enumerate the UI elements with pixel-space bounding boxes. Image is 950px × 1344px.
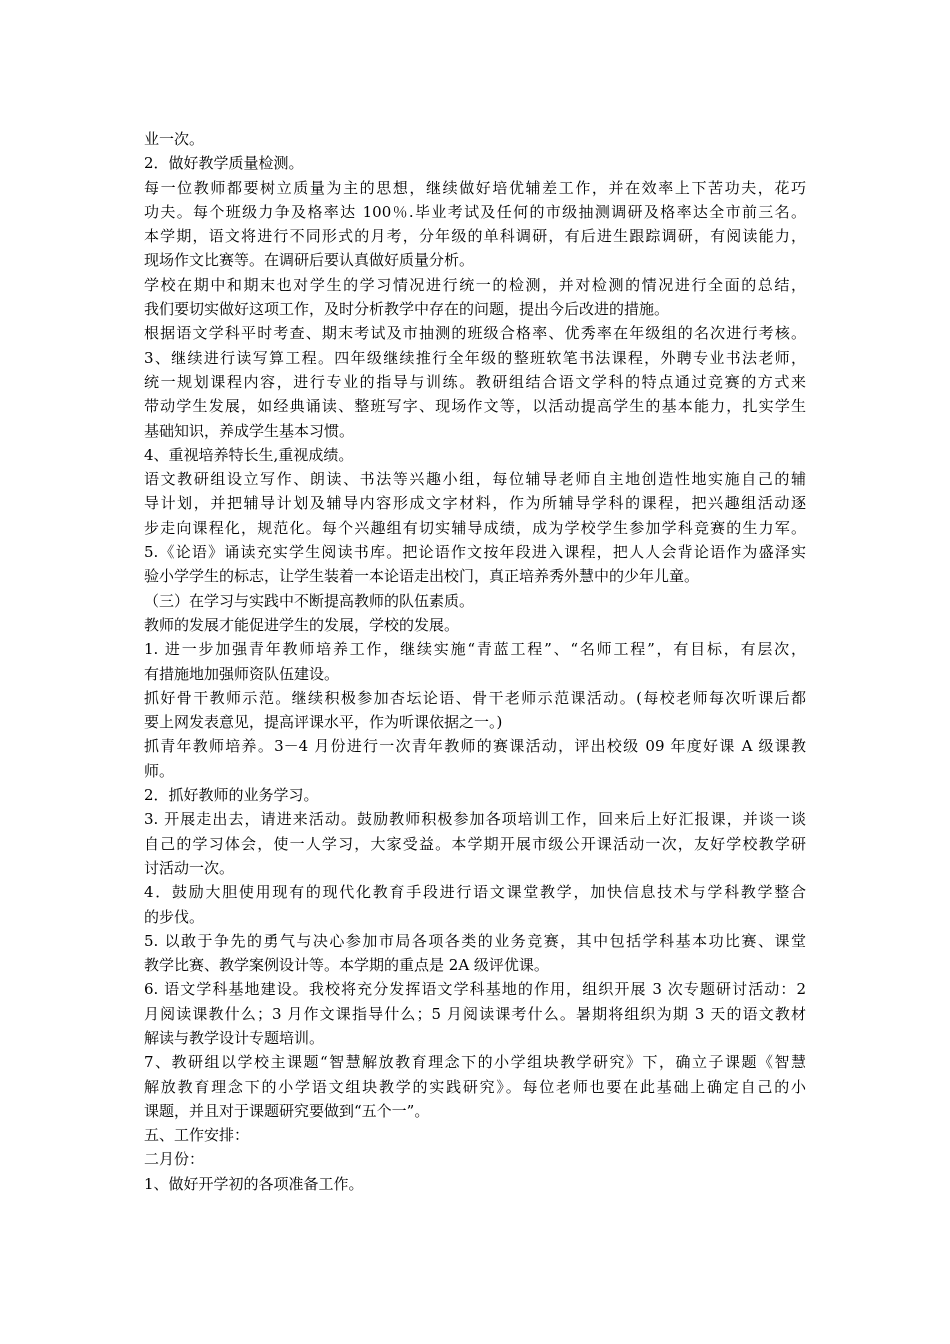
text-line: 课题，并且对于课题研究要做到“五个一”。 xyxy=(144,1101,430,1120)
text-line: 业一次。 xyxy=(144,130,205,148)
text-line: 解放教育理念下的小学语文组块教学的实践研究》。每位老师也要在此基础上确定自己的小 xyxy=(144,1077,806,1096)
document-body xyxy=(144,127,824,1196)
text-line: 步走向课程化，规范化。每个兴趣组有切实辅导成绩，成为学校学生参加学科竞赛的生力军。 xyxy=(144,518,806,537)
text-line: 4．鼓励大胆使用现有的现代化教育手段进行语文课堂教学，加快信息技术与学科教学整合 xyxy=(144,883,806,902)
text-line: 统一规划课程内容，进行专业的指导与训练。教研组结合语文学科的特点通过竞赛的方式来 xyxy=(144,372,806,391)
text-line: 2．做好教学质量检测。 xyxy=(144,154,304,173)
text-line: 有措施地加强师资队伍建设。 xyxy=(144,664,340,683)
text-line: 每一位教师都要树立质量为主的思想，继续做好培优辅差工作，并在效率上下苦功夫，花巧 xyxy=(144,178,806,197)
text-line: 语文教研组设立写作、朗读、书法等兴趣小组，每位辅导老师自主地创造性地实施自己的辅 xyxy=(144,470,806,489)
text-line: 教学比赛、教学案例设计等。本学期的重点是 2A 级评优课。 xyxy=(144,956,549,975)
text-line: 解读与教学设计专题培训。 xyxy=(144,1028,325,1047)
text-line: 导计划，并把辅导计划及辅导内容形成文字材料，作为所辅导学科的课程，把兴趣组活动逐 xyxy=(144,494,806,513)
text-line: 5.《论语》诵读充实学生阅读书库。把论语作文按年段进入课程，把人人会背论语作为盛泽实 xyxy=(144,543,806,562)
text-line: 6. 语文学科基地建设。我校将充分发挥语文学科基地的作用，组织开展 3 次专题研讨活动：2 xyxy=(144,980,806,999)
text-line: 4、重视培养特长生,重视成绩。 xyxy=(144,445,354,464)
text-line: 5. 以敢于争先的勇气与决心参加市局各项各类的业务竞赛，其中包括学科基本功比赛、课堂 xyxy=(144,931,806,950)
text-line: 2．抓好教师的业务学习。 xyxy=(144,786,319,805)
text-line: 1、做好开学初的各项准备工作。 xyxy=(144,1174,364,1193)
text-line: 基础知识，养成学生基本习惯。 xyxy=(144,421,355,440)
text-line: 验小学学生的标志，让学生装着一本论语走出校门，真正培养秀外慧中的少年儿童。 xyxy=(144,567,700,586)
text-line: 1. 进一步加强青年教师培养工作，继续实施“青蓝工程”、“名师工程”，有目标，有层次， xyxy=(144,640,806,659)
text-line: 抓青年教师培养。3－4 月份进行一次青年教师的赛课活动，评出校级 09 年度好课 A 级课教 xyxy=(144,737,806,756)
text-line: 自己的学习体会，使一人学习，大家受益。本学期开展市级公开课活动一次，友好学校教学研 xyxy=(144,834,806,853)
text-line: 7、教研组以学校主课题“智慧解放教育理念下的小学组块教学研究》下，确立子课题《智慧 xyxy=(144,1053,806,1072)
text-line: （三）在学习与实践中不断提高教师的队伍素质。 xyxy=(144,591,475,610)
text-line: 的步伐。 xyxy=(144,907,205,926)
text-line: 本学期，语文将进行不同形式的月考，分年级的单科调研，有后进生跟踪调研，有阅读能力， xyxy=(144,227,806,246)
text-line: 功夫。每个班级力争及格率达 100％.毕业考试及任何的市级抽测调研及格率达全市前三名。 xyxy=(144,202,806,221)
text-line: 抓好骨干教师示范。继续积极参加杏坛论语、骨干老师示范课活动。(每校老师每次听课后都 xyxy=(144,688,806,707)
text-line: 师。 xyxy=(144,761,175,780)
text-line: 月阅读课教什么；3 月作文课指导什么；5 月阅读课考什么。暑期将组织为期 3 天的语文教材 xyxy=(144,1004,806,1023)
text-line: 我们要切实做好这项工作，及时分析教学中存在的问题，提出今后改进的措施。 xyxy=(144,300,670,319)
text-line: 根据语文学科平时考查、期末考试及市抽测的班级合格率、优秀率在年级组的名次进行考核。 xyxy=(144,324,806,343)
text-line: 学校在期中和期末也对学生的学习情况进行统一的检测，并对检测的情况进行全面的总结， xyxy=(144,275,806,294)
text-line: 讨活动一次。 xyxy=(144,858,235,877)
text-line: 教师的发展才能促进学生的发展，学校的发展。 xyxy=(144,615,460,634)
text-line: 3、继续进行读写算工程。四年级继续推行全年级的整班软笔书法课程，外聘专业书法老师， xyxy=(144,348,806,367)
text-line: 要上网发表意见，提高评课水平，作为听课依据之一。) xyxy=(144,713,503,732)
text-line: 五、工作安排： xyxy=(144,1126,250,1145)
text-line: 现场作文比赛等。在调研后要认真做好质量分析。 xyxy=(144,251,475,270)
text-line: 3. 开展走出去，请进来活动。鼓励教师积极参加各项培训工作，回来后上好汇报课，并谈一谈 xyxy=(144,810,806,829)
text-line: 带动学生发展，如经典诵读、整班写字、现场作文等，以活动提高学生的基本能力，扎实学生 xyxy=(144,397,806,416)
text-line: 二月份： xyxy=(144,1150,205,1169)
